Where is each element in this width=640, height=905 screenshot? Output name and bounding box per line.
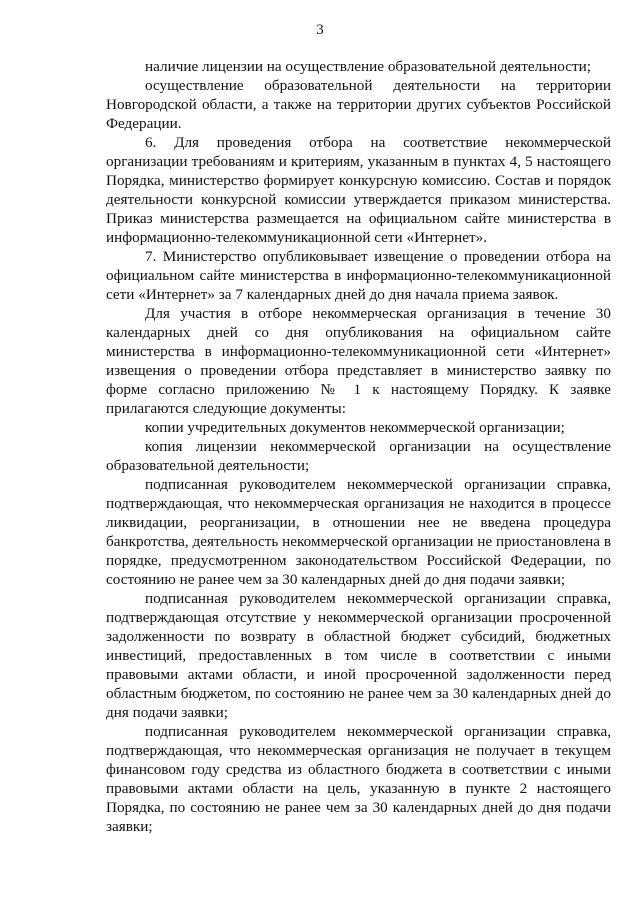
page-number: 3 [316,22,324,38]
list-item-license-copy: копия лицензии некоммерческой организации на осуществление образовательной деятельности; [106,438,611,474]
list-item-debt-certificate: подписанная руководителем некоммерческой организации справка, подтверждающая отсутствие у некоммерческой организации просроченной задолженности по возврату в областной бюджет субсидий, бюджетных инвестиций, предоставленных в том числе в соответствии с иными правовыми актами области, и иной просроченной задолженности перед областным бюджетом, по состоянию не ранее чем за 30 календарных дней до дня подачи заявки; [106,590,611,721]
paragraph-item-7-notice: 7. Министерство опубликовывает извещение о проведении отбора на официальном сайте министерства в информационно-телекоммуникационной сети «Интернет» за 7 календарных дней до дня начала приема заявок. [106,248,611,303]
paragraph-license-requirement: наличие лицензии на осуществление образовательной деятельности; [145,58,591,75]
list-item-funding-certificate: подписанная руководителем некоммерческой организации справка, подтверждающая, что некоммерческая организация не получает в текущем финансовом году средства из областного бюджета в соответствии с иными правовыми актами области на цель, указанную в пункте 2 настоящего Порядка, по состоянию не ранее чем за 30 календарных дней до дня подачи заявки; [106,723,611,835]
list-item-founding-documents: копии учредительных документов некоммерческой организации; [145,419,565,436]
paragraph-application-submission: Для участия в отборе некоммерческая организация в течение 30 календарных дней со дня опубликования на официальном сайте министерства в информационно-телекоммуникационной сети «Интернет» извещения о проведении отбора представляет в министерство заявку по форме согласно приложению № 1 к настоящему Порядку. К заявке прилагаются следующие документы: [106,305,611,417]
list-item-liquidation-certificate: подписанная руководителем некоммерческой организации справка, подтверждающая, что некоммерческая организация не находится в процессе ликвидации, реорганизации, в отношении нее не введена процедура банкротства, деятельность некоммерческой организации не приостановлена в порядке, предусмотренном законодательством Российской Федерации, по состоянию не ранее чем за 30 календарных дней до дня подачи заявки; [106,476,611,588]
paragraph-item-6-commission: 6. Для проведения отбора на соответствие некоммерческой организации требованиям и критериям, указанным в пунктах 4, 5 настоящего Порядка, министерство формирует конкурсную комиссию. Состав и порядок деятельности конкурсной комиссии утверждается приказом министерства. Приказ министерства размещается на официальном сайте министерства в информационно-телекоммуникационной сети «Интернет». [106,134,611,246]
document-body [106,57,611,836]
paragraph-territory-requirement: осуществление образовательной деятельности на территории Новгородской области, а также на территории других субъектов Российской Федерации. [106,77,611,132]
